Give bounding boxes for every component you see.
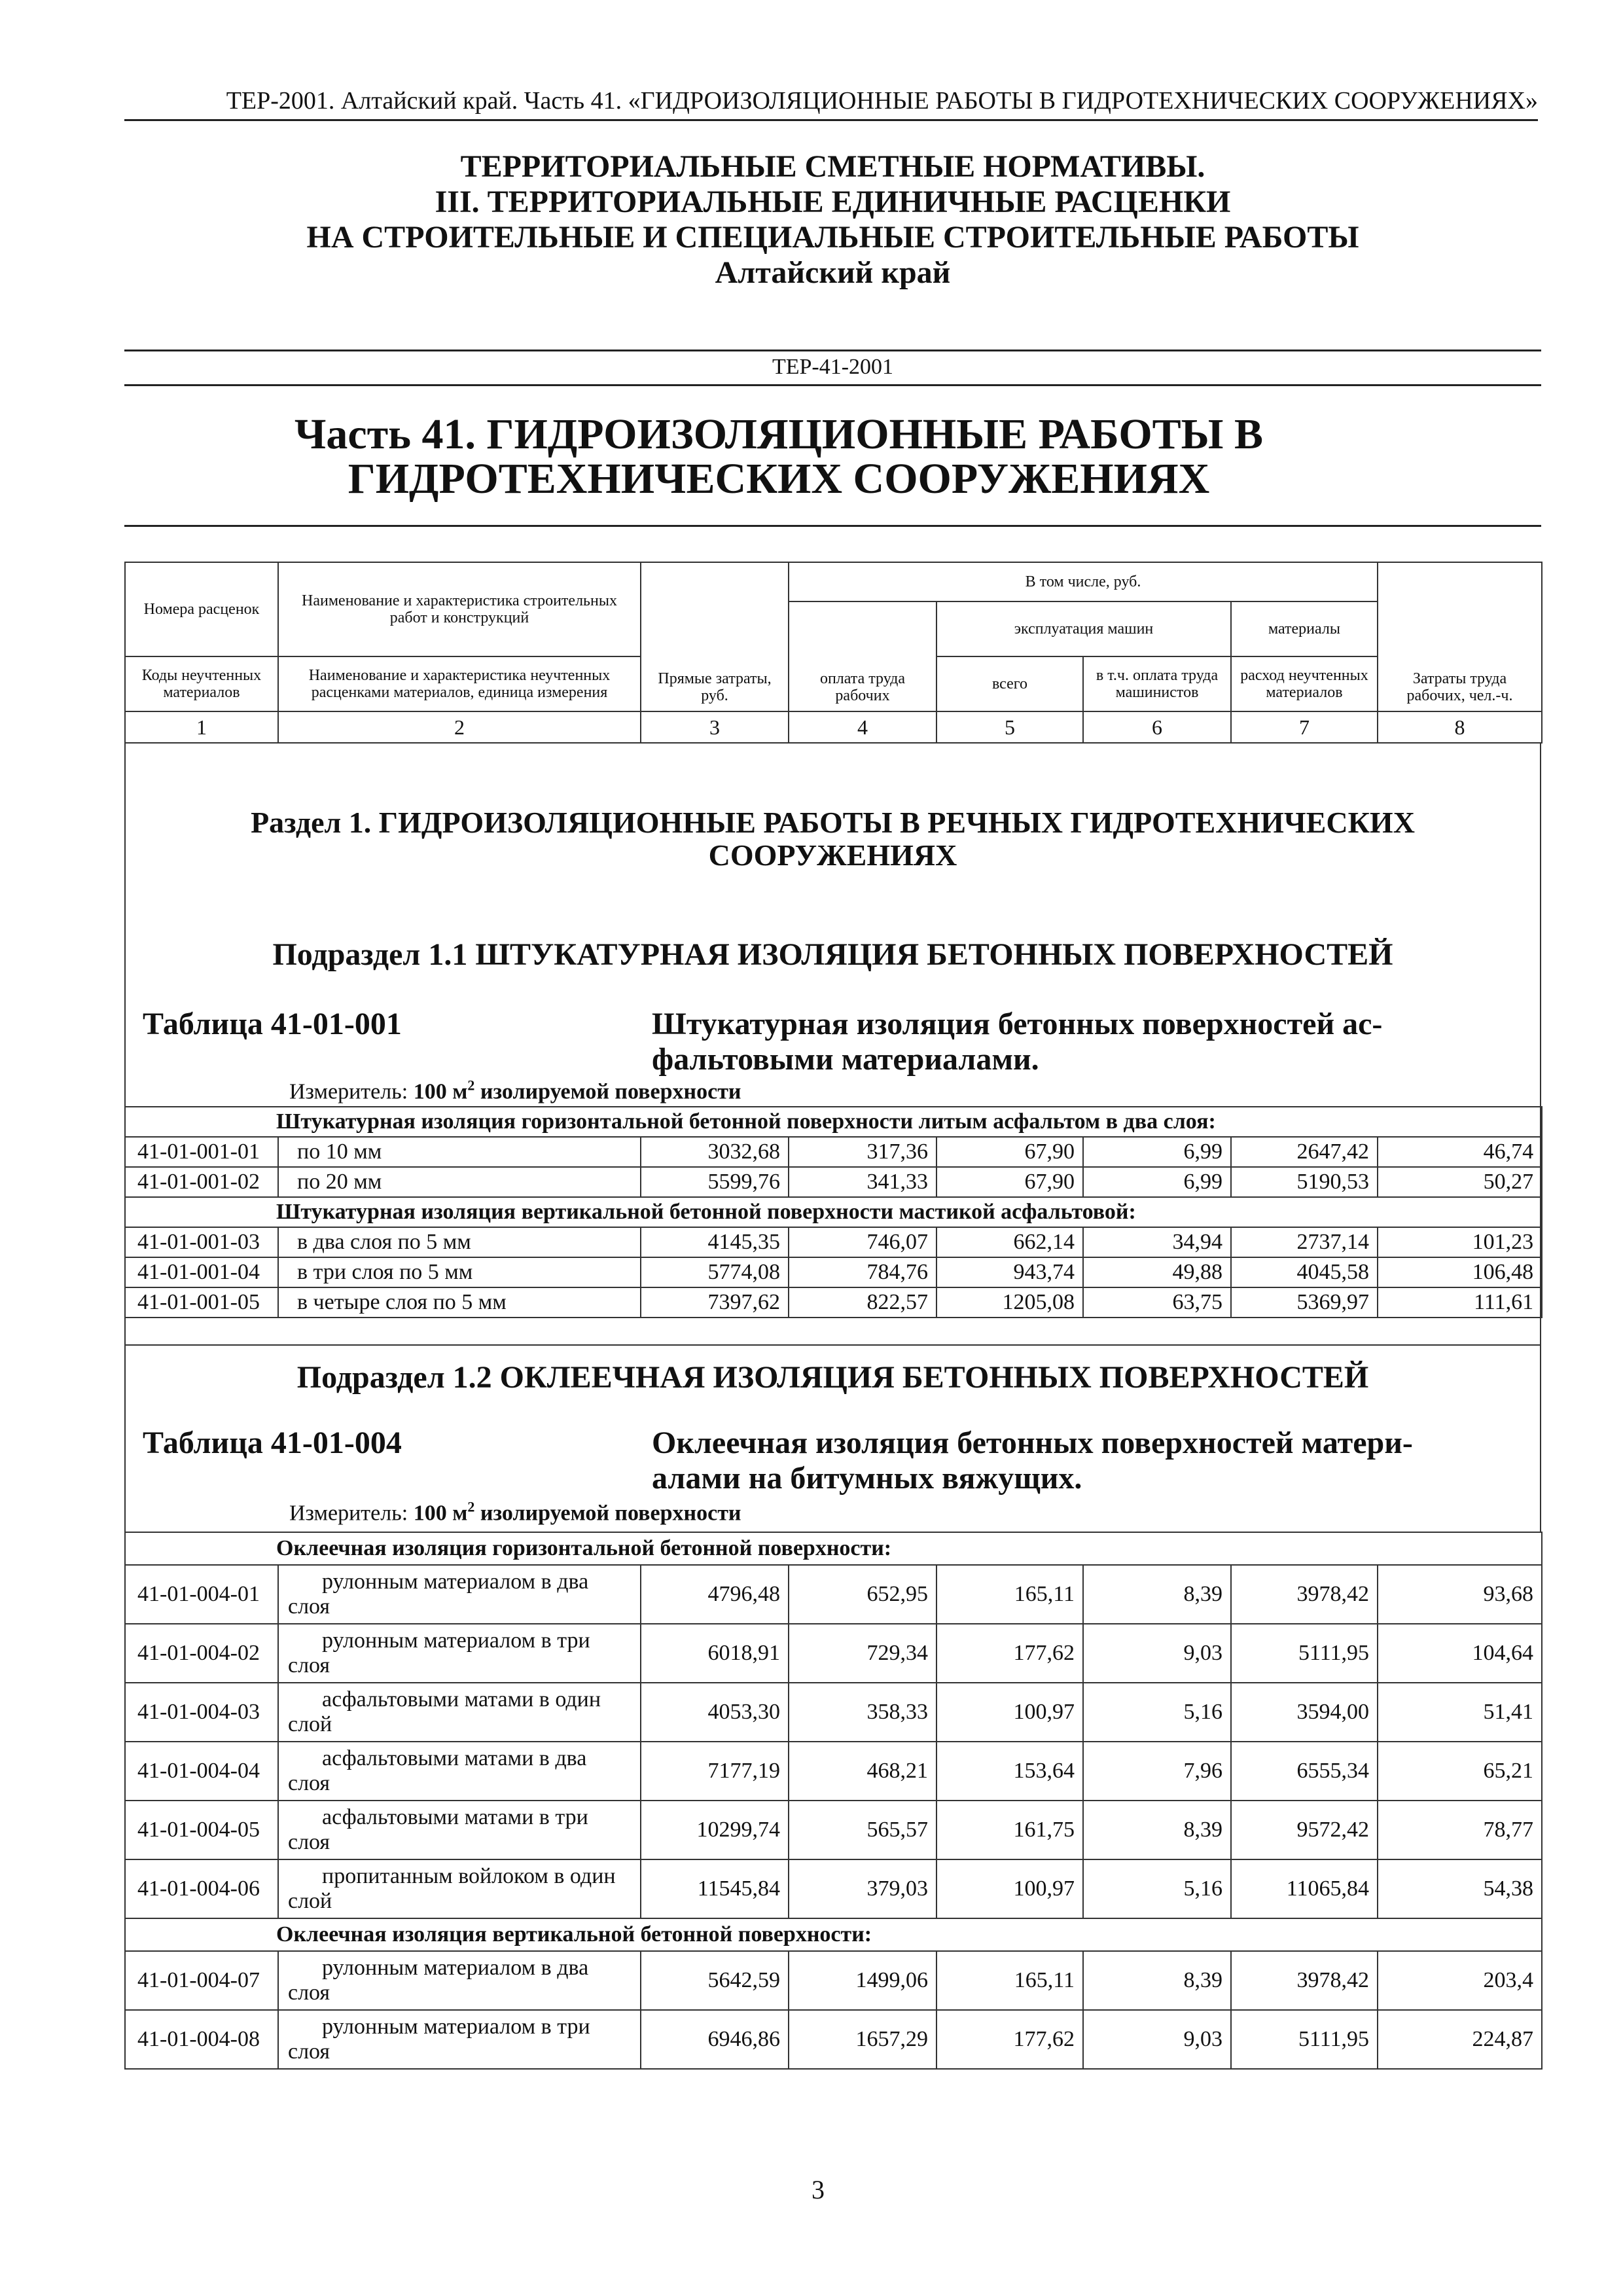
row-labor: 822,57 bbox=[789, 1287, 936, 1318]
row-machine-labor: 9,03 bbox=[1083, 2010, 1231, 2069]
row-machines: 67,90 bbox=[936, 1167, 1083, 1197]
row-materials: 11065,84 bbox=[1231, 1859, 1378, 1918]
row-machine-labor: 49,88 bbox=[1083, 1257, 1231, 1287]
table1-measurement-suffix: изолируемой поверхности bbox=[474, 1079, 741, 1104]
row-name bbox=[278, 2010, 641, 2069]
row-labor: 317,36 bbox=[789, 1137, 936, 1167]
row-materials: 3978,42 bbox=[1231, 1565, 1378, 1624]
table1-group-2: Штукатурная изоляция вертикальной бетонной поверхности мастикой асфальтовой: bbox=[125, 1197, 1542, 1227]
table-row bbox=[125, 1624, 1542, 1683]
row-direct: 11545,84 bbox=[641, 1859, 789, 1918]
title-line-3: НА СТРОИТЕЛЬНЫЕ И СПЕЦИАЛЬНЫЕ СТРОИТЕЛЬНЫЕ РАБОТЫ bbox=[306, 220, 1359, 255]
table2-measurement-unit: 100 м bbox=[413, 1501, 468, 1526]
row-materials: 3594,00 bbox=[1231, 1683, 1378, 1742]
row-materials: 4045,58 bbox=[1231, 1257, 1378, 1287]
row-name bbox=[278, 1951, 641, 2010]
row-direct: 10299,74 bbox=[641, 1801, 789, 1859]
divider-top bbox=[124, 350, 1541, 351]
row-hours: 78,77 bbox=[1378, 1801, 1542, 1859]
row-hours: 50,27 bbox=[1378, 1167, 1542, 1197]
row-code: 41-01-001-02 bbox=[125, 1167, 278, 1197]
row-machine-labor: 5,16 bbox=[1083, 1859, 1231, 1918]
header-number-7: 7 bbox=[1231, 711, 1378, 743]
header-col8: Затраты труда рабочих, чел.-ч. bbox=[1378, 562, 1542, 711]
row-machines: 177,62 bbox=[936, 1624, 1083, 1683]
row-labor: 1499,06 bbox=[789, 1951, 936, 2010]
header-number-2: 2 bbox=[278, 711, 641, 743]
row-hours: 101,23 bbox=[1378, 1227, 1542, 1257]
row-direct: 6018,91 bbox=[641, 1624, 789, 1683]
row-code: 41-01-004-01 bbox=[125, 1565, 278, 1624]
row-labor: 746,07 bbox=[789, 1227, 936, 1257]
row-labor: 565,57 bbox=[789, 1801, 936, 1859]
row-materials: 5111,95 bbox=[1231, 1624, 1378, 1683]
row-direct: 3032,68 bbox=[641, 1137, 789, 1167]
row-direct: 5642,59 bbox=[641, 1951, 789, 2010]
row-name-line-2: слоя bbox=[288, 2039, 330, 2064]
table-row bbox=[125, 1257, 1542, 1287]
row-machine-labor: 6,99 bbox=[1083, 1167, 1231, 1197]
row-code: 41-01-004-04 bbox=[125, 1742, 278, 1801]
row-machine-labor: 8,39 bbox=[1083, 1565, 1231, 1624]
subsection-heading-2: Подраздел 1.2 ОКЛЕЕЧНАЯ ИЗОЛЯЦИЯ БЕТОННЫХ ПОВЕРХНОСТЕЙ bbox=[296, 1360, 1369, 1395]
row-machines: 177,62 bbox=[936, 2010, 1083, 2069]
row-materials: 5369,97 bbox=[1231, 1287, 1378, 1318]
row-machines: 100,97 bbox=[936, 1859, 1083, 1918]
row-labor: 468,21 bbox=[789, 1742, 936, 1801]
header-col7: расход неучтенных материалов bbox=[1231, 656, 1378, 711]
row-hours: 54,38 bbox=[1378, 1859, 1542, 1918]
doc-code: ТЕР-41-2001 bbox=[772, 355, 894, 379]
row-direct: 6946,86 bbox=[641, 2010, 789, 2069]
row-labor: 1657,29 bbox=[789, 2010, 936, 2069]
part-title-line-2: ГИДРОТЕХНИЧЕСКИХ СООРУЖЕНИЯХ bbox=[348, 455, 1210, 503]
row-name-line-1: рулонным материалом в два bbox=[322, 1956, 589, 1980]
table-row bbox=[125, 1565, 1542, 1624]
header-materials: материалы bbox=[1231, 601, 1378, 656]
table2-group-2: Оклеечная изоляция вертикальной бетонной поверхности: bbox=[125, 1918, 1542, 1951]
table-row bbox=[125, 1951, 1542, 2010]
header-col6: в т.ч. оплата труда машинистов bbox=[1083, 656, 1231, 711]
row-labor: 729,34 bbox=[789, 1624, 936, 1683]
header-col5: всего bbox=[936, 656, 1083, 711]
row-code: 41-01-001-04 bbox=[125, 1257, 278, 1287]
header-col2-bottom: Наименование и характеристика неучтенных расценками материалов, единица измерения bbox=[278, 656, 641, 711]
row-machine-labor: 9,03 bbox=[1083, 1624, 1231, 1683]
section-heading-line-2: СООРУЖЕНИЯХ bbox=[708, 838, 957, 872]
header-number-1: 1 bbox=[125, 711, 278, 743]
table2-body bbox=[124, 1532, 1543, 2070]
row-machine-labor: 5,16 bbox=[1083, 1683, 1231, 1742]
row-code: 41-01-001-01 bbox=[125, 1137, 278, 1167]
header-col2-top: Наименование и характеристика строительных работ и конструкций bbox=[278, 562, 641, 656]
row-machine-labor: 63,75 bbox=[1083, 1287, 1231, 1318]
row-labor: 358,33 bbox=[789, 1683, 936, 1742]
row-direct: 4145,35 bbox=[641, 1227, 789, 1257]
part-title-line-1: Часть 41. ГИДРОИЗОЛЯЦИОННЫЕ РАБОТЫ В bbox=[294, 410, 1264, 458]
header-col4: оплата труда рабочих bbox=[789, 601, 936, 711]
row-name: в два слоя по 5 мм bbox=[278, 1227, 641, 1257]
row-direct: 7177,19 bbox=[641, 1742, 789, 1801]
row-machines: 943,74 bbox=[936, 1257, 1083, 1287]
row-machines: 662,14 bbox=[936, 1227, 1083, 1257]
row-name-line-1: рулонным материалом в два bbox=[322, 1570, 589, 1594]
row-machines: 100,97 bbox=[936, 1683, 1083, 1742]
row-name-line-2: слоя bbox=[288, 1771, 330, 1795]
row-labor: 379,03 bbox=[789, 1859, 936, 1918]
row-code: 41-01-004-03 bbox=[125, 1683, 278, 1742]
table-row bbox=[125, 2010, 1542, 2069]
table-row bbox=[125, 1137, 1542, 1167]
divider-bottom bbox=[124, 384, 1541, 386]
header-machines: эксплуатация машин bbox=[936, 601, 1231, 656]
row-direct: 4796,48 bbox=[641, 1565, 789, 1624]
document-title bbox=[124, 149, 1541, 291]
row-machine-labor: 34,94 bbox=[1083, 1227, 1231, 1257]
row-name-line-2: слой bbox=[288, 1889, 332, 1913]
table-row bbox=[125, 1742, 1542, 1801]
row-name-line-1: асфальтовыми матами в три bbox=[322, 1805, 588, 1829]
header-number-8: 8 bbox=[1378, 711, 1542, 743]
row-code: 41-01-004-05 bbox=[125, 1801, 278, 1859]
table1-group-1: Штукатурная изоляция горизонтальной бетонной поверхности литым асфальтом в два слоя: bbox=[125, 1107, 1542, 1137]
row-machines: 161,75 bbox=[936, 1801, 1083, 1859]
row-name bbox=[278, 1624, 641, 1683]
row-materials: 3978,42 bbox=[1231, 1951, 1378, 2010]
row-name-line-2: слоя bbox=[288, 1653, 330, 1677]
row-name: по 10 мм bbox=[278, 1137, 641, 1167]
table1-measurement-prefix: Измеритель: bbox=[289, 1079, 408, 1104]
table2-description-line-2: алами на битумных вяжущих. bbox=[652, 1461, 1082, 1496]
table1-measurement-sup: 2 bbox=[467, 1077, 475, 1094]
row-code: 41-01-001-05 bbox=[125, 1287, 278, 1318]
row-code: 41-01-004-07 bbox=[125, 1951, 278, 2010]
row-code: 41-01-004-08 bbox=[125, 2010, 278, 2069]
row-machines: 67,90 bbox=[936, 1137, 1083, 1167]
row-materials: 5111,95 bbox=[1231, 2010, 1378, 2069]
row-machines: 153,64 bbox=[936, 1742, 1083, 1801]
row-direct: 5774,08 bbox=[641, 1257, 789, 1287]
divider-part bbox=[124, 525, 1541, 527]
row-direct: 5599,76 bbox=[641, 1167, 789, 1197]
table1-body bbox=[124, 1106, 1543, 1318]
part-title bbox=[124, 412, 1433, 501]
table2-measurement-suffix: изолируемой поверхности bbox=[474, 1501, 741, 1526]
table-row bbox=[125, 1227, 1542, 1257]
row-machines: 165,11 bbox=[936, 1565, 1083, 1624]
row-name-line-1: рулонным материалом в три bbox=[322, 2015, 590, 2039]
table-row bbox=[125, 1683, 1542, 1742]
row-code: 41-01-004-06 bbox=[125, 1859, 278, 1918]
row-machine-labor: 8,39 bbox=[1083, 1951, 1231, 2010]
row-machines: 165,11 bbox=[936, 1951, 1083, 2010]
row-direct: 7397,62 bbox=[641, 1287, 789, 1318]
row-machine-labor: 7,96 bbox=[1083, 1742, 1231, 1801]
row-name-line-2: слоя bbox=[288, 1981, 330, 2005]
row-name-line-2: слоя bbox=[288, 1594, 330, 1619]
table-row bbox=[125, 1859, 1542, 1918]
header-including: В том числе, руб. bbox=[789, 562, 1378, 601]
row-materials: 5190,53 bbox=[1231, 1167, 1378, 1197]
title-line-1: ТЕРРИТОРИАЛЬНЫЕ СМЕТНЫЕ НОРМАТИВЫ. bbox=[460, 149, 1205, 184]
section-heading bbox=[124, 806, 1541, 872]
row-hours: 111,61 bbox=[1378, 1287, 1542, 1318]
running-header-text: ТЕР-2001. Алтайский край. Часть 41. «ГИДРОИЗОЛЯЦИОННЫЕ РАБОТЫ В ГИДРОТЕХНИЧЕСКИХ СООРУЖЕНИЯХ» bbox=[226, 87, 1538, 115]
row-hours: 46,74 bbox=[1378, 1137, 1542, 1167]
table-row bbox=[125, 1167, 1542, 1197]
header-col1-top: Номера расценок bbox=[125, 562, 278, 656]
title-line-4: Алтайский край bbox=[715, 255, 951, 290]
row-name bbox=[278, 1565, 641, 1624]
row-name: в четыре слоя по 5 мм bbox=[278, 1287, 641, 1318]
table2-label: Таблица 41-01-004 bbox=[143, 1426, 402, 1460]
title-line-2: III. ТЕРРИТОРИАЛЬНЫЕ ЕДИНИЧНЫЕ РАСЦЕНКИ bbox=[435, 185, 1231, 219]
row-labor: 652,95 bbox=[789, 1565, 936, 1624]
table2-description-line-1: Оклеечная изоляция бетонных поверхностей матери- bbox=[652, 1426, 1413, 1460]
table2-measurement-prefix: Измеритель: bbox=[289, 1501, 408, 1526]
section-heading-line-1: Раздел 1. ГИДРОИЗОЛЯЦИОННЫЕ РАБОТЫ В РЕЧНЫХ ГИДРОТЕХНИЧЕСКИХ bbox=[251, 806, 1415, 839]
table1-description-line-2: фальтовыми материалами. bbox=[652, 1042, 1039, 1077]
row-name-line-1: рулонным материалом в три bbox=[322, 1628, 590, 1653]
table-row bbox=[125, 1287, 1542, 1318]
table1-measurement-unit: 100 м bbox=[413, 1079, 468, 1104]
row-code: 41-01-004-02 bbox=[125, 1624, 278, 1683]
row-direct: 4053,30 bbox=[641, 1683, 789, 1742]
table1-label: Таблица 41-01-001 bbox=[143, 1007, 402, 1041]
header-number-5: 5 bbox=[936, 711, 1083, 743]
row-code: 41-01-001-03 bbox=[125, 1227, 278, 1257]
row-hours: 104,64 bbox=[1378, 1624, 1542, 1683]
table-row bbox=[125, 1801, 1542, 1859]
row-name-line-2: слоя bbox=[288, 1830, 330, 1854]
subsection-heading-1: Подраздел 1.1 ШТУКАТУРНАЯ ИЗОЛЯЦИЯ БЕТОННЫХ ПОВЕРХНОСТЕЙ bbox=[272, 937, 1393, 972]
row-hours: 93,68 bbox=[1378, 1565, 1542, 1624]
row-name-line-2: слой bbox=[288, 1712, 332, 1736]
table1-description bbox=[652, 1007, 1437, 1077]
row-labor: 341,33 bbox=[789, 1167, 936, 1197]
row-name: в три слоя по 5 мм bbox=[278, 1257, 641, 1287]
table-header bbox=[124, 562, 1543, 744]
row-hours: 203,4 bbox=[1378, 1951, 1542, 2010]
row-name-line-1: асфальтовыми матами в два bbox=[322, 1746, 587, 1770]
table2-group-1: Оклеечная изоляция горизонтальной бетонной поверхности: bbox=[125, 1532, 1542, 1565]
table2-measurement-sup: 2 bbox=[467, 1499, 475, 1515]
row-name bbox=[278, 1683, 641, 1742]
table2-measurement bbox=[289, 1499, 741, 1526]
row-materials: 6555,34 bbox=[1231, 1742, 1378, 1801]
row-hours: 65,21 bbox=[1378, 1742, 1542, 1801]
row-name-line-1: пропитанным войлоком в один bbox=[322, 1864, 616, 1888]
header-number-4: 4 bbox=[789, 711, 936, 743]
row-machines: 1205,08 bbox=[936, 1287, 1083, 1318]
row-name bbox=[278, 1801, 641, 1859]
header-col1-bottom: Коды неучтенных материалов bbox=[125, 656, 278, 711]
running-header bbox=[124, 69, 1538, 121]
row-materials: 2737,14 bbox=[1231, 1227, 1378, 1257]
row-materials: 9572,42 bbox=[1231, 1801, 1378, 1859]
row-materials: 2647,42 bbox=[1231, 1137, 1378, 1167]
table1-description-line-1: Штукатурная изоляция бетонных поверхностей ас- bbox=[652, 1007, 1383, 1041]
header-col3: Прямые затраты, руб. bbox=[641, 562, 789, 711]
row-name-line-1: асфальтовыми матами в один bbox=[322, 1687, 601, 1712]
row-hours: 51,41 bbox=[1378, 1683, 1542, 1742]
row-labor: 784,76 bbox=[789, 1257, 936, 1287]
header-number-3: 3 bbox=[641, 711, 789, 743]
table2-description bbox=[652, 1426, 1437, 1496]
page-number: 3 bbox=[812, 2175, 825, 2204]
row-hours: 224,87 bbox=[1378, 2010, 1542, 2069]
header-number-6: 6 bbox=[1083, 711, 1231, 743]
row-machine-labor: 6,99 bbox=[1083, 1137, 1231, 1167]
row-name: по 20 мм bbox=[278, 1167, 641, 1197]
row-name bbox=[278, 1742, 641, 1801]
row-machine-labor: 8,39 bbox=[1083, 1801, 1231, 1859]
row-name bbox=[278, 1859, 641, 1918]
row-hours: 106,48 bbox=[1378, 1257, 1542, 1287]
table1-measurement bbox=[289, 1077, 741, 1104]
